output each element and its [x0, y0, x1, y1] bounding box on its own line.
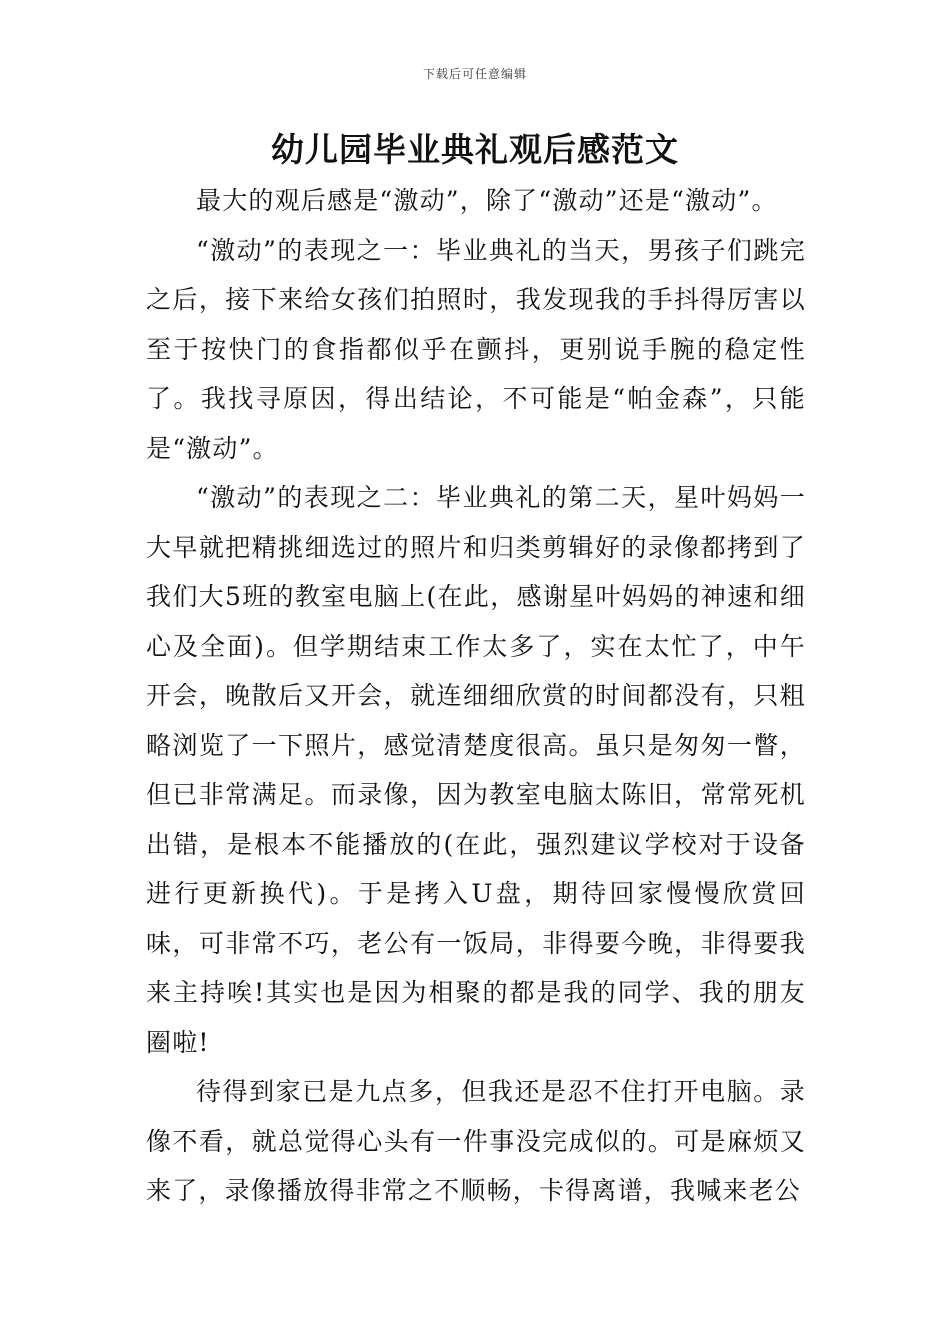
paragraph-4: 待得到家已是九点多，但我还是忍不住打开电脑。录像不看，就总觉得心头有一件事没完成似的。可是麻烦又来了，录像播放得非常之不顺畅，卡得离谱，我喊来老公: [146, 1077, 806, 1205]
paragraph-2: “激动”的表现之一：毕业典礼的当天，男孩子们跳完之后，接下来给女孩们拍照时，我发现我的手抖得厉害以至于按快门的食指都似乎在颤抖，更别说手腕的稳定性了。我找寻原因，得出结论，不可能是“帕金森”，只能是“激动”。: [146, 235, 806, 463]
document-title: 幼儿园毕业典礼观后感范文: [271, 130, 679, 169]
paragraph-3: “激动”的表现之二：毕业典礼的第二天，星叶妈妈一大早就把精挑细选过的照片和归类剪辑好的录像都拷到了我们大5班的教室电脑上(在此，感谢星叶妈妈的神速和细心及全面)。但学期结束工作太多了，实在太忙了，中午开会，晚散后又开会，就连细细欣赏的时间都没有，只粗略浏览了一下照片，感觉清楚度很高。虽只是匆匆一瞥，但已非常满足。而录像，因为教室电脑太陈旧，常常死机出错，是根本不能播放的(在此，强烈建议学校对于设备进行更新换代)。于是拷入U盘，期待回家慢慢欣赏回味，可非常不巧，老公有一饭局，非得要今晚，非得要我来主持唉!其实也是因为相聚的都是我的同学、我的朋友圈啦!: [146, 483, 806, 1057]
document-body: [146, 176, 806, 1216]
page-header-note: 下载后可任意编辑: [422, 67, 527, 81]
paragraph-1: 最大的观后感是“激动”，除了“激动”还是“激动”。: [196, 186, 778, 215]
